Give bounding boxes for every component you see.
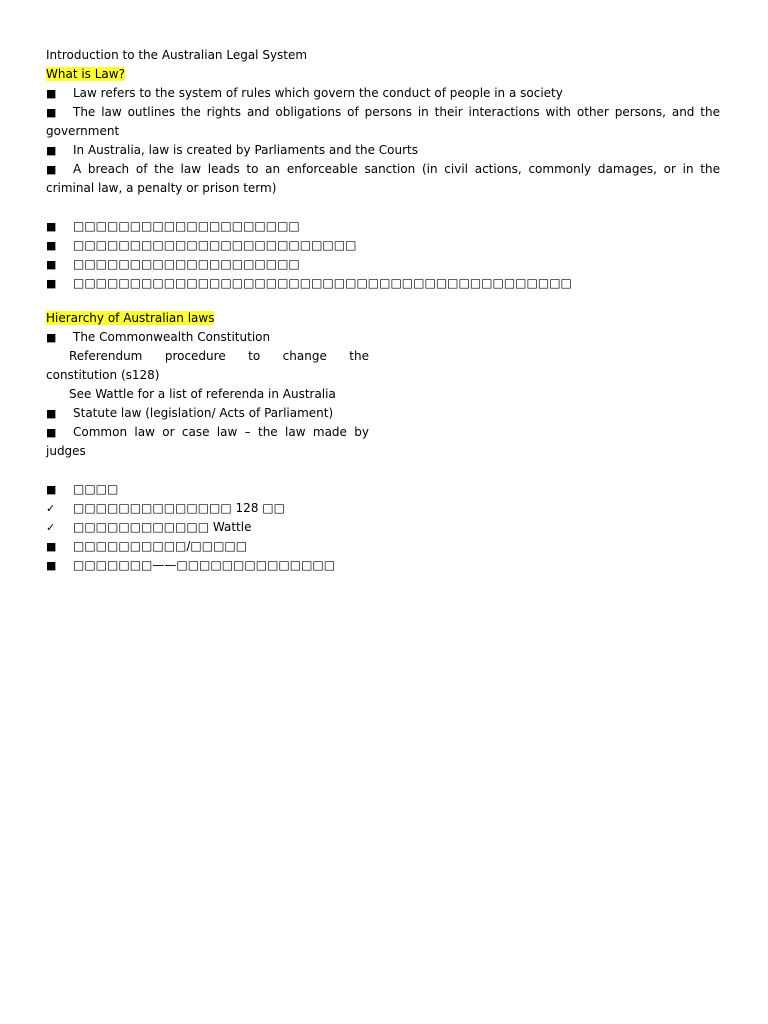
list-item-text: In Australia, law is created by Parliaments and the Courts — [73, 143, 419, 157]
list-item-text: □□□□□□□——□□□□□□□□□□□□□□ — [73, 558, 336, 572]
section-heading-hierarchy — [46, 309, 720, 328]
bullet-icon: ■ — [46, 144, 57, 157]
list-item-text: □□□□□□□□□□□□□□ 128 □□ — [73, 501, 285, 515]
list-item: ■ Common law or case law – the law made by judges — [46, 425, 369, 458]
highlighted-heading: What is Law? — [46, 67, 125, 81]
highlighted-heading: Hierarchy of Australian laws — [46, 311, 215, 325]
list-item-text: Common law or case law – the law made by judges — [46, 425, 369, 458]
list-item-text: □□□□□□□□□□□□□□□□□□□□ — [73, 257, 300, 271]
list-item — [46, 236, 720, 255]
list-item-text: □□□□□□□□□□□□□□□□□□□□□□□□□ — [73, 238, 357, 252]
list-item: ■ The law outlines the rights and obligations of persons in their interactions with other persons, and the government — [46, 105, 720, 138]
bullet-icon: ■ — [46, 559, 57, 572]
list-item — [46, 480, 720, 499]
bullet-icon: ■ — [46, 277, 57, 290]
bullet-icon: ■ — [46, 483, 57, 496]
list-item — [46, 255, 720, 274]
document-title: Introduction to the Australian Legal System — [46, 48, 308, 62]
bullet-icon: ■ — [46, 87, 57, 100]
list-item — [46, 499, 720, 518]
sub-item-wattle: See Wattle for a list of referenda in Australia — [69, 387, 336, 401]
list-item-text: □□□□□□□□□□□□ Wattle — [73, 520, 252, 534]
list-item-text: Law refers to the system of rules which govern the conduct of people in a society — [73, 86, 563, 100]
list-item — [46, 274, 720, 293]
list-item-text: □□□□□□□□□□□□□□□□□□□□□□□□□□□□□□□□□□□□□□□□□□□□ — [73, 276, 572, 290]
check-icon: ✓ — [46, 502, 56, 515]
bullet-icon: ■ — [46, 220, 57, 233]
list-item — [46, 84, 720, 103]
spacer — [46, 198, 720, 217]
list-item-text: Statute law (legislation/ Acts of Parliament) — [73, 406, 334, 420]
check-icon: ✓ — [46, 521, 56, 534]
bullet-icon: ■ — [46, 407, 57, 420]
list-item — [46, 537, 720, 556]
bullet-icon: ■ — [46, 258, 57, 271]
list-item-text: □□□□□□□□□□/□□□□□ — [73, 539, 248, 553]
document-page — [46, 46, 720, 575]
bullet-icon: ■ — [46, 540, 57, 553]
bullet-icon: ■ — [46, 239, 57, 252]
list-item — [46, 217, 720, 236]
list-item — [46, 141, 720, 160]
sub-item-referendum: Referendum procedure to change the constitution (s128) — [46, 349, 369, 382]
list-item-text: The Commonwealth Constitution — [73, 330, 271, 344]
list-item — [46, 328, 720, 347]
list-item-text: □□□□□□□□□□□□□□□□□□□□ — [73, 219, 300, 233]
list-item-text: A breach of the law leads to an enforceable sanction (in civil actions, commonly damages, or in the criminal law, a penalty or prison term) — [46, 162, 720, 195]
spacer — [46, 461, 720, 480]
bullet-icon: ■ — [46, 331, 57, 344]
list-item: ■ A breach of the law leads to an enforceable sanction (in civil actions, commonly damages, or in the criminal law, a penalty or prison term) — [46, 162, 720, 195]
list-item — [46, 556, 720, 575]
list-item — [46, 404, 720, 423]
list-item — [46, 518, 720, 537]
spacer — [46, 293, 720, 309]
list-item-text: □□□□ — [73, 482, 119, 496]
section-heading-what-is-law — [46, 65, 720, 84]
list-item-text: The law outlines the rights and obligations of persons in their interactions with other persons, and the government — [46, 105, 720, 138]
